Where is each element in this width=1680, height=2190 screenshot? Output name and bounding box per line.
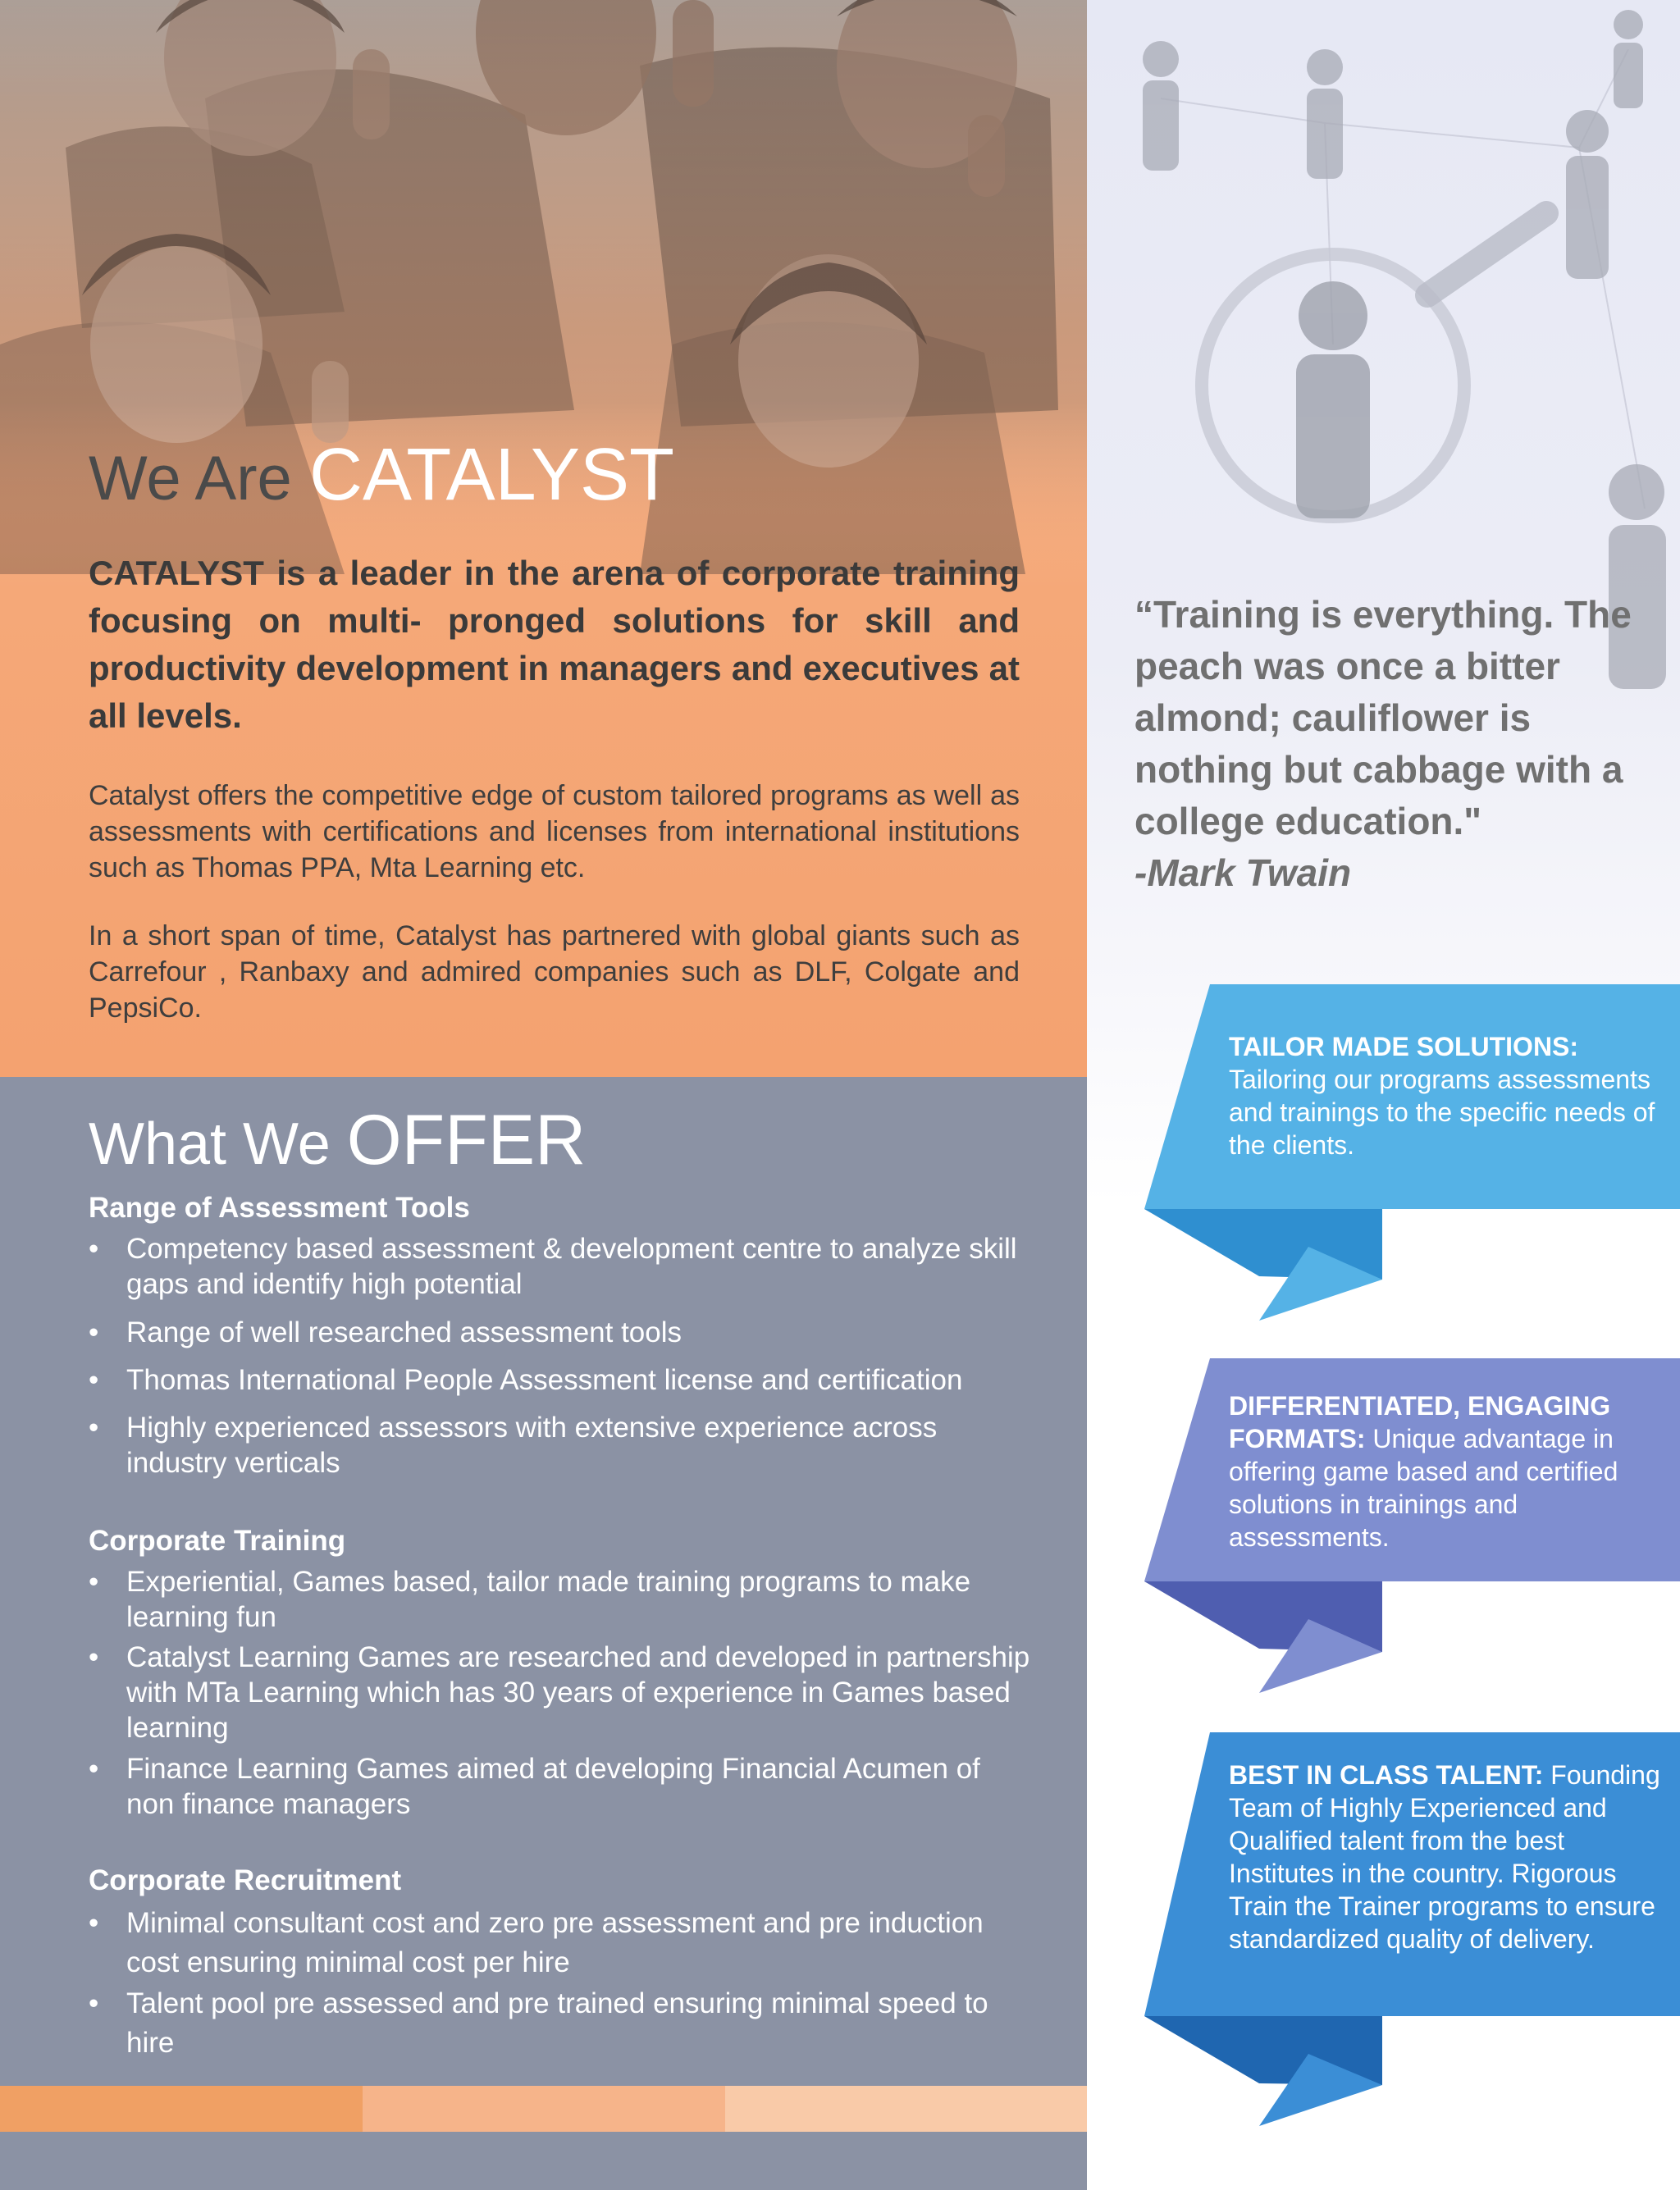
list-item (89, 1362, 1032, 1398)
bullet-icon: • (89, 1316, 99, 1348)
bullet-icon: • (89, 1641, 99, 1673)
offer-title (89, 1100, 586, 1181)
bullet-icon: • (89, 1566, 99, 1598)
footer-stripe-1 (0, 2086, 363, 2132)
offer-title-prefix: What We (89, 1111, 331, 1177)
banner-body: Unique advantage in offering game based and certified solutions in trainings and assessments. (1229, 1424, 1618, 1552)
banner-text (1229, 1759, 1676, 1955)
banner-text (1229, 1030, 1676, 1161)
section-heading-recruitment: Corporate Recruitment (89, 1864, 402, 1896)
list-item (89, 1640, 1032, 1745)
list-item-text: Thomas International People Assessment license and certification (126, 1364, 963, 1396)
quote-block (1134, 589, 1668, 899)
banner-body: Tailoring our programs assessments and trainings to the specific needs of the clients. (1229, 1065, 1655, 1160)
offer-title-big: OFFER (346, 1101, 587, 1179)
bullet-icon: • (89, 1753, 99, 1785)
bullet-icon: • (89, 1907, 99, 1939)
banner-body: Founding Team of Highly Experienced and Qualified talent from the best Institutes in the country. Rigorous Train the Trainer programs to ensure standardized quality of delivery. (1229, 1760, 1660, 1954)
banner-text (1229, 1389, 1676, 1554)
hero-title-prefix: We Are (89, 444, 292, 513)
banner-title: BEST IN CLASS TALENT: (1229, 1760, 1544, 1790)
offer-panel (0, 1077, 1087, 2190)
bullet-icon: • (89, 1233, 99, 1265)
quote-author: -Mark Twain (1134, 851, 1352, 894)
list-item-text: Finance Learning Games aimed at developing Financial Acumen of non finance managers (126, 1753, 980, 1820)
list-item-text: Experiential, Games based, tailor made training programs to make learning fun (126, 1566, 971, 1633)
hero-paragraph-offerings: Catalyst offers the competitive edge of custom tailored programs as well as assessments with certifications and licenses from international institutions such as Thomas PPA, Mta Learning etc. (89, 780, 1020, 883)
list-item (89, 1751, 1032, 1822)
banner-best-in-class (1087, 1732, 1680, 2126)
bullet-icon: • (89, 1364, 99, 1396)
list-item-text: Highly experienced assessors with extensive experience across industry verticals (126, 1412, 938, 1479)
list-item-text: Range of well researched assessment tools (126, 1316, 682, 1348)
sidebar-panel (1087, 0, 1680, 2190)
section-heading-assessment: Range of Assessment Tools (89, 1192, 470, 1224)
list-item (89, 1984, 1032, 2063)
bullet-icon: • (89, 1412, 99, 1444)
hero-paragraph-partners: In a short span of time, Catalyst has partnered with global giants such as Carrefour , Ranbaxy and admired companies such as DLF, Colgate and PepsiCo. (89, 920, 1020, 1024)
quote-text: “Training is everything. The peach was once a bitter almond; cauliflower is nothing but cabbage with a college education." (1134, 593, 1632, 842)
list-item (89, 1564, 1032, 1635)
intro-panel (0, 0, 1087, 1077)
section-heading-training: Corporate Training (89, 1525, 346, 1557)
hero-title (89, 433, 674, 518)
banner-title: DIFFERENTIATED, ENGAGING FORMATS: (1229, 1391, 1611, 1453)
footer-stripe-2 (363, 2086, 725, 2132)
banner-title: TAILOR MADE SOLUTIONS: (1229, 1032, 1579, 1061)
list-item-text: Talent pool pre assessed and pre trained ensuring minimal speed to hire (126, 1987, 988, 2059)
list-item-text: Minimal consultant cost and zero pre assessment and pre induction cost ensuring minimal cost per hire (126, 1907, 984, 1978)
list-item-text: Catalyst Learning Games are researched and developed in partnership with MTa Learning which has 30 years of experience in Games based learning (126, 1641, 1030, 1744)
hero-title-brand: CATALYST (308, 434, 675, 516)
footer-stripe-3 (725, 2086, 1087, 2132)
list-item (89, 1231, 1032, 1302)
bullet-icon: • (89, 1987, 99, 2019)
hero-lead-text: CATALYST is a leader in the arena of corporate training focusing on multi- pronged solutions for skill and productivity development in managers and executives at all levels. (89, 554, 1020, 735)
banner-differentiated (1087, 1358, 1680, 1703)
list-item (89, 1315, 1032, 1350)
list-item (89, 1904, 1032, 1982)
list-item-text: Competency based assessment & development centre to analyze skill gaps and identify high potential (126, 1233, 1017, 1300)
list-item (89, 1410, 1032, 1481)
banner-tailor-made (1087, 984, 1680, 1329)
